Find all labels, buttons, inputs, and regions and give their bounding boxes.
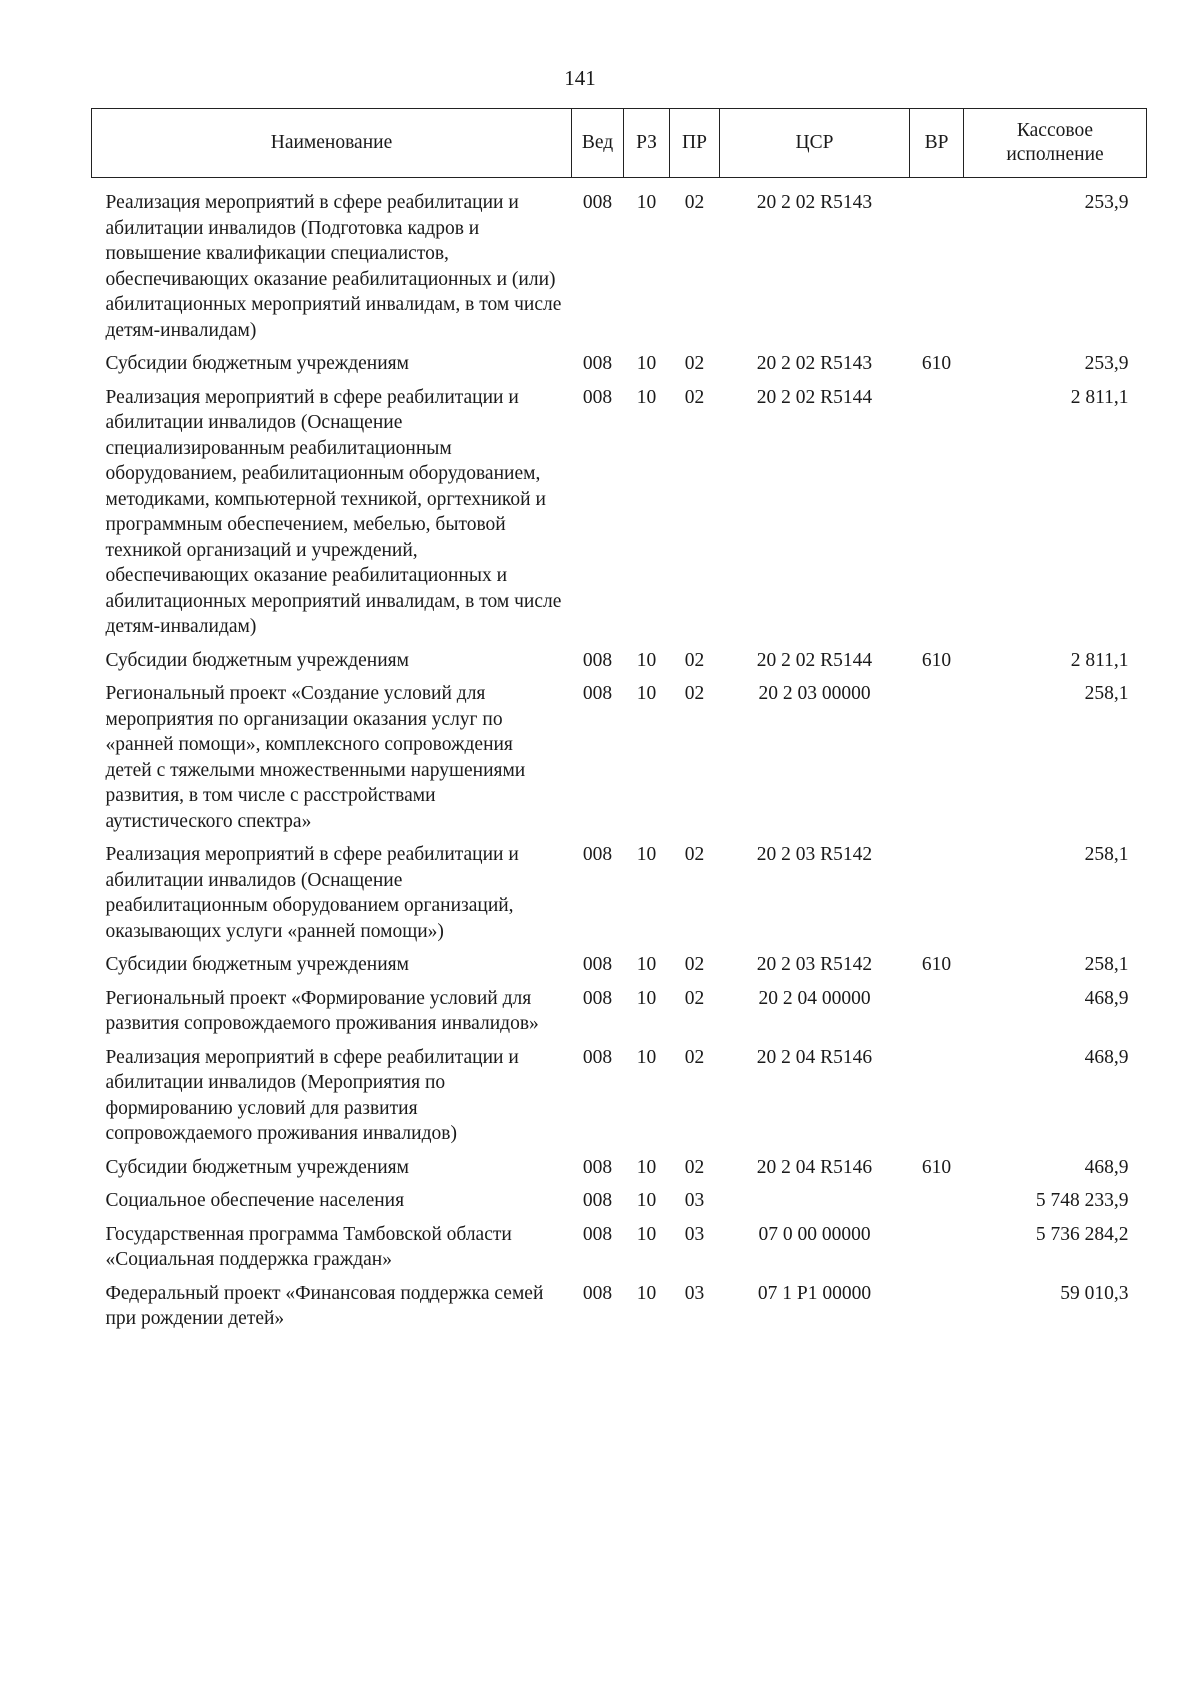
row-ved: 008	[582, 353, 613, 374]
row-csr: 20 2 04 00000	[758, 987, 871, 1009]
header-rz: РЗ	[624, 109, 670, 178]
row-ved: 008	[582, 1046, 613, 1068]
row-rz: 10	[636, 1282, 657, 1304]
row-sum: 5 748 233,9	[1035, 1190, 1129, 1211]
row-csr: 07 1 P1 00000	[757, 1282, 872, 1304]
row-ved: 008	[582, 1190, 613, 1211]
row-name: Социальное обеспечение населения	[105, 1190, 405, 1211]
table-header	[92, 109, 1147, 178]
header-name: Наименование	[92, 109, 572, 178]
row-vr	[910, 677, 964, 838]
row-vr	[910, 1184, 964, 1218]
row-pr: 02	[684, 649, 705, 671]
row-pr: 02	[684, 683, 705, 704]
row-csr: 20 2 02 R5144	[756, 386, 873, 408]
row-ved: 008	[582, 954, 613, 975]
table-row	[92, 644, 1147, 678]
row-csr: 20 2 02 R5143	[756, 192, 873, 213]
row-ved: 008	[582, 649, 613, 671]
row-ved: 008	[582, 987, 613, 1009]
row-csr: 20 2 03 R5142	[756, 954, 873, 975]
header-sum: Кассовое исполнение	[964, 109, 1147, 178]
row-pr: 02	[684, 954, 705, 975]
row-rz: 10	[636, 987, 657, 1009]
page-number: 141	[564, 66, 596, 90]
row-ved: 008	[582, 1223, 613, 1245]
table-row	[92, 1277, 1147, 1336]
row-csr: 20 2 03 R5142	[756, 844, 873, 865]
row-pr: 03	[684, 1282, 705, 1304]
table-row	[92, 1184, 1147, 1218]
table-body	[92, 178, 1147, 1336]
table-row	[92, 178, 1147, 348]
row-name: Субсидии бюджетным учреждениям	[105, 954, 409, 975]
row-pr: 02	[684, 353, 705, 374]
row-pr: 02	[684, 844, 705, 865]
row-rz: 10	[636, 649, 657, 671]
row-sum: 258,1	[1084, 844, 1129, 865]
row-rz: 10	[636, 844, 657, 865]
row-rz: 10	[636, 1190, 657, 1211]
row-vr: 610	[921, 954, 952, 975]
row-sum: 258,1	[1084, 683, 1129, 704]
row-sum: 468,9	[1084, 1156, 1129, 1178]
row-ved: 008	[582, 192, 613, 213]
row-csr: 20 2 02 R5143	[756, 353, 873, 374]
table-row	[92, 1041, 1147, 1151]
row-name: Государственная программа Тамбовской области «Социальная поддержка граждан»	[105, 1223, 512, 1270]
row-vr	[910, 1218, 964, 1277]
table-row	[92, 948, 1147, 982]
row-vr	[910, 381, 964, 644]
row-csr: 07 0 00 00000	[758, 1223, 871, 1245]
row-sum: 258,1	[1084, 954, 1129, 975]
row-name: Реализация мероприятий в сфере реабилитации и абилитации инвалидов (Оснащение специализированным реабилитационным оборудованием, реабилитационным оборудованием, методиками, компьютерной техникой, оргтехникой и программным обеспечением, мебелью, бытовой техникой организаций и учреждений, обеспечивающих оказание реабилитационных и абилитационных мероприятий инвалидам, в том числе детям-инвалидам)	[105, 386, 562, 637]
row-name: Региональный проект «Формирование условий для развития сопровождаемого проживания инвалидов»	[105, 987, 539, 1034]
header-vr: ВР	[910, 109, 964, 178]
row-csr: 20 2 02 R5144	[756, 649, 873, 671]
row-sum: 253,9	[1084, 353, 1129, 374]
row-rz: 10	[636, 1046, 657, 1068]
row-pr: 03	[684, 1223, 705, 1245]
table-row	[92, 1151, 1147, 1185]
table-row	[92, 838, 1147, 948]
row-rz: 10	[636, 1223, 657, 1245]
table-row	[92, 677, 1147, 838]
row-vr: 610	[921, 1156, 952, 1178]
header-pr: ПР	[670, 109, 720, 178]
row-ved: 008	[582, 1282, 613, 1304]
row-rz: 10	[636, 954, 657, 975]
row-sum: 2 811,1	[1070, 386, 1129, 408]
table-row	[92, 1218, 1147, 1277]
row-name: Реализация мероприятий в сфере реабилитации и абилитации инвалидов (Подготовка кадров и повышение квалификации специалистов, обеспечивающих оказание реабилитационных и (или) абилитационных мероприятий инвалидам, в том числе детям-инвалидам)	[105, 192, 562, 341]
budget-execution-table	[91, 108, 1147, 1336]
row-vr: 610	[921, 353, 952, 374]
row-pr: 02	[684, 987, 705, 1009]
row-vr	[910, 838, 964, 948]
row-csr: 20 2 04 R5146	[756, 1156, 873, 1178]
row-sum: 2 811,1	[1070, 649, 1129, 671]
row-rz: 10	[636, 683, 657, 704]
table-row	[92, 982, 1147, 1041]
row-name: Региональный проект «Создание условий для мероприятия по организации оказания услуг по «ранней помощи», комплексного сопровождения детей с тяжелыми множественными нарушениями развития, в том числе с расстройствами аутистического спектра»	[105, 683, 526, 832]
row-csr: 20 2 04 R5146	[756, 1046, 873, 1068]
row-rz: 10	[636, 192, 657, 213]
row-sum: 468,9	[1084, 987, 1129, 1009]
row-name: Субсидии бюджетным учреждениям	[105, 353, 409, 374]
row-sum: 468,9	[1084, 1046, 1129, 1068]
row-name: Реализация мероприятий в сфере реабилитации и абилитации инвалидов (Оснащение реабилитационным оборудованием организаций, оказывающих услуги «ранней помощи»)	[105, 844, 519, 942]
header-ved: Вед	[572, 109, 624, 178]
row-ved: 008	[582, 386, 613, 408]
row-vr	[910, 1041, 964, 1151]
table-row	[92, 381, 1147, 644]
row-name: Субсидии бюджетным учреждениям	[105, 1156, 409, 1178]
row-csr: 20 2 03 00000	[758, 683, 871, 704]
row-vr: 610	[921, 649, 952, 671]
header-csr: ЦСР	[720, 109, 910, 178]
row-csr	[720, 1184, 910, 1218]
row-vr	[910, 982, 964, 1041]
row-name: Федеральный проект «Финансовая поддержка семей при рождении детей»	[105, 1282, 544, 1329]
row-sum: 59 010,3	[1060, 1282, 1129, 1304]
row-rz: 10	[636, 353, 657, 374]
row-ved: 008	[582, 683, 613, 704]
row-pr: 03	[684, 1190, 705, 1211]
row-pr: 02	[684, 192, 705, 213]
row-vr	[910, 178, 964, 348]
row-rz: 10	[636, 386, 657, 408]
row-pr: 02	[684, 1046, 705, 1068]
row-name: Реализация мероприятий в сфере реабилитации и абилитации инвалидов (Мероприятия по формированию условий для развития сопровождаемого проживания инвалидов)	[105, 1046, 519, 1144]
row-rz: 10	[636, 1156, 657, 1178]
row-pr: 02	[684, 1156, 705, 1178]
row-vr	[910, 1277, 964, 1336]
row-sum: 253,9	[1084, 192, 1129, 213]
table-row	[92, 347, 1147, 381]
row-ved: 008	[582, 844, 613, 865]
row-name: Субсидии бюджетным учреждениям	[105, 649, 409, 671]
row-ved: 008	[582, 1156, 613, 1178]
row-sum: 5 736 284,2	[1035, 1223, 1129, 1245]
row-pr: 02	[684, 386, 705, 408]
